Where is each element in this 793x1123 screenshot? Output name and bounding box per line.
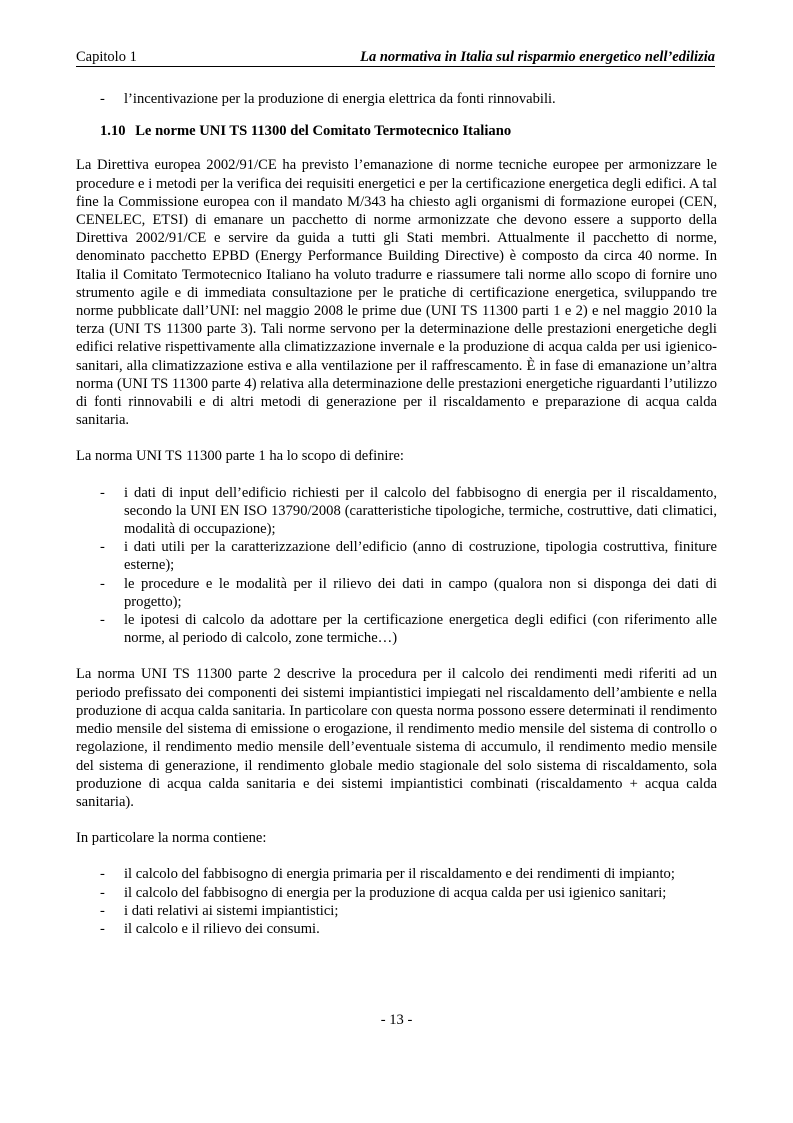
list-item-text: le procedure e le modalità per il rilievo dei dati in campo (qualora non si disponga dei dati di progetto); xyxy=(124,575,717,610)
list-item xyxy=(76,484,717,539)
list-item xyxy=(76,538,717,574)
list-item xyxy=(76,575,717,611)
page-header xyxy=(76,48,715,67)
chapter-label: Capitolo 1 xyxy=(76,49,137,65)
list-item-text: il calcolo e il rilievo dei consumi. xyxy=(124,920,320,937)
contents-list xyxy=(76,865,717,938)
dash-bullet: - xyxy=(100,902,105,919)
top-list xyxy=(76,90,717,108)
chapter-title: La normativa in Italia sul risparmio energetico nell’edilizia xyxy=(360,49,715,65)
dash-bullet: - xyxy=(100,575,105,592)
paragraph-part1-lead: La norma UNI TS 11300 parte 1 ha lo scopo di definire: xyxy=(76,448,404,465)
list-item-text: il calcolo del fabbisogno di energia primaria per il riscaldamento e dei rendimenti di impianto; xyxy=(124,866,675,883)
section-heading xyxy=(100,122,717,140)
dash-bullet: - xyxy=(100,866,105,883)
list-item-text: le ipotesi di calcolo da adottare per la certificazione energetica degli edifici (con riferimento alle norme, al periodo di calcolo, zone termiche…) xyxy=(124,612,717,647)
page-content xyxy=(76,90,717,938)
list-item-text: i dati utili per la caratterizzazione dell’edificio (anno di costruzione, tipologia costruttiva, finiture esterne); xyxy=(124,539,717,574)
list-item-text: l’incentivazione per la produzione di energia elettrica da fonti rinnovabili. xyxy=(124,91,556,107)
list-item xyxy=(76,865,717,883)
list-item xyxy=(76,611,717,647)
list-item-text: il calcolo del fabbisogno di energia per la produzione di acqua calda per usi igienico sanitari; xyxy=(124,884,667,901)
list-item-text: i dati di input dell’edificio richiesti per il calcolo del fabbisogno di energia per il riscaldamento, secondo la UNI EN ISO 13790/2008 (caratteristiche tipologiche, termiche, costruttive, dati climatici, modalità di occupazione); xyxy=(124,484,717,538)
page-number: - 13 - xyxy=(380,1012,413,1028)
section-number: 1.10 xyxy=(100,123,126,140)
part1-list xyxy=(76,484,717,648)
list-item xyxy=(76,902,717,920)
dash-bullet: - xyxy=(100,539,105,556)
list-item-text: i dati relativi ai sistemi impiantistici; xyxy=(124,902,339,919)
paragraph-part2: La norma UNI TS 11300 parte 2 descrive la procedura per il calcolo dei rendimenti medi riferiti ad un periodo prefissato dei componenti dei sistemi impiantistici impiegati nel riscaldamento dell’ambiente e nella produzione di acqua calda sanitaria. In particolare con questa norma possono essere determinati il rendimento medio mensile del sistema di emissione o erogazione, il rendimento medio mensile del sistema di controllo o regolazione, il rendimento medio mensile dell’eventuale sistema di accumulo, il rendimento medio mensile del sistema di generazione, il rendimento globale medio stagionale del solo sistema di riscaldamento, sola produzione di acqua calda sanitaria e dei sistemi impiantistici combinati (riscaldamento + acqua calda sanitaria). xyxy=(76,666,717,810)
dash-bullet: - xyxy=(100,920,105,937)
list-item xyxy=(76,920,717,938)
dash-bullet: - xyxy=(100,884,105,901)
dash-bullet: - xyxy=(100,91,105,107)
dash-bullet: - xyxy=(100,484,105,501)
dash-bullet: - xyxy=(100,612,105,629)
list-item xyxy=(76,90,717,108)
list-item xyxy=(76,884,717,902)
paragraph-contents-lead: In particolare la norma contiene: xyxy=(76,830,267,847)
section-title: Le norme UNI TS 11300 del Comitato Termotecnico Italiano xyxy=(135,123,512,140)
page-footer xyxy=(0,1012,793,1029)
paragraph-intro: La Direttiva europea 2002/91/CE ha previsto l’emanazione di norme tecniche europee per armonizzare le procedure e i metodi per la verifica dei requisiti energetici e per la certificazione energetica degli edifici. A tal fine la Commissione europea con il mandato M/343 ha chiesto agli organismi di formazione europei (CEN, CENELEC, ETSI) di emanare un pacchetto di norme armonizzate che devono essere a supporto della Direttiva 2002/91/CE e servire da guida a tutti gli Stati membri. Attualmente il pacchetto di norme, denominato pacchetto EPBD (Energy Performance Building Directive) è composto da circa 40 norme. In Italia il Comitato Termotecnico Italiano ha voluto tradurre e riassumere tali norme allo scopo di fornire uno strumento agile e di immediata consultazione per le pratiche di certificazione energetica, sviluppando tre norme pubblicate dall’UNI: nel maggio 2008 le prime due (UNI TS 11300 parti 1 e 2) e nel maggio 2010 la terza (UNI TS 11300 parte 3). Tali norme servono per la determinazione delle prestazioni energetiche degli edifici relative rispettivamente alla climatizzazione invernale e la produzione di acqua calda per usi igienico-sanitari, alla climatizzazione estiva e alla ventilazione per il raffrescamento. È in fase di emanazione un’altra norma (UNI TS 11300 parte 4) relativa alla determinazione delle prestazioni energetiche riguardanti l’utilizzo di fonti rinnovabili e di altri metodi di generazione per il riscaldamento e preparazione di acqua calda sanitaria. xyxy=(76,157,717,429)
